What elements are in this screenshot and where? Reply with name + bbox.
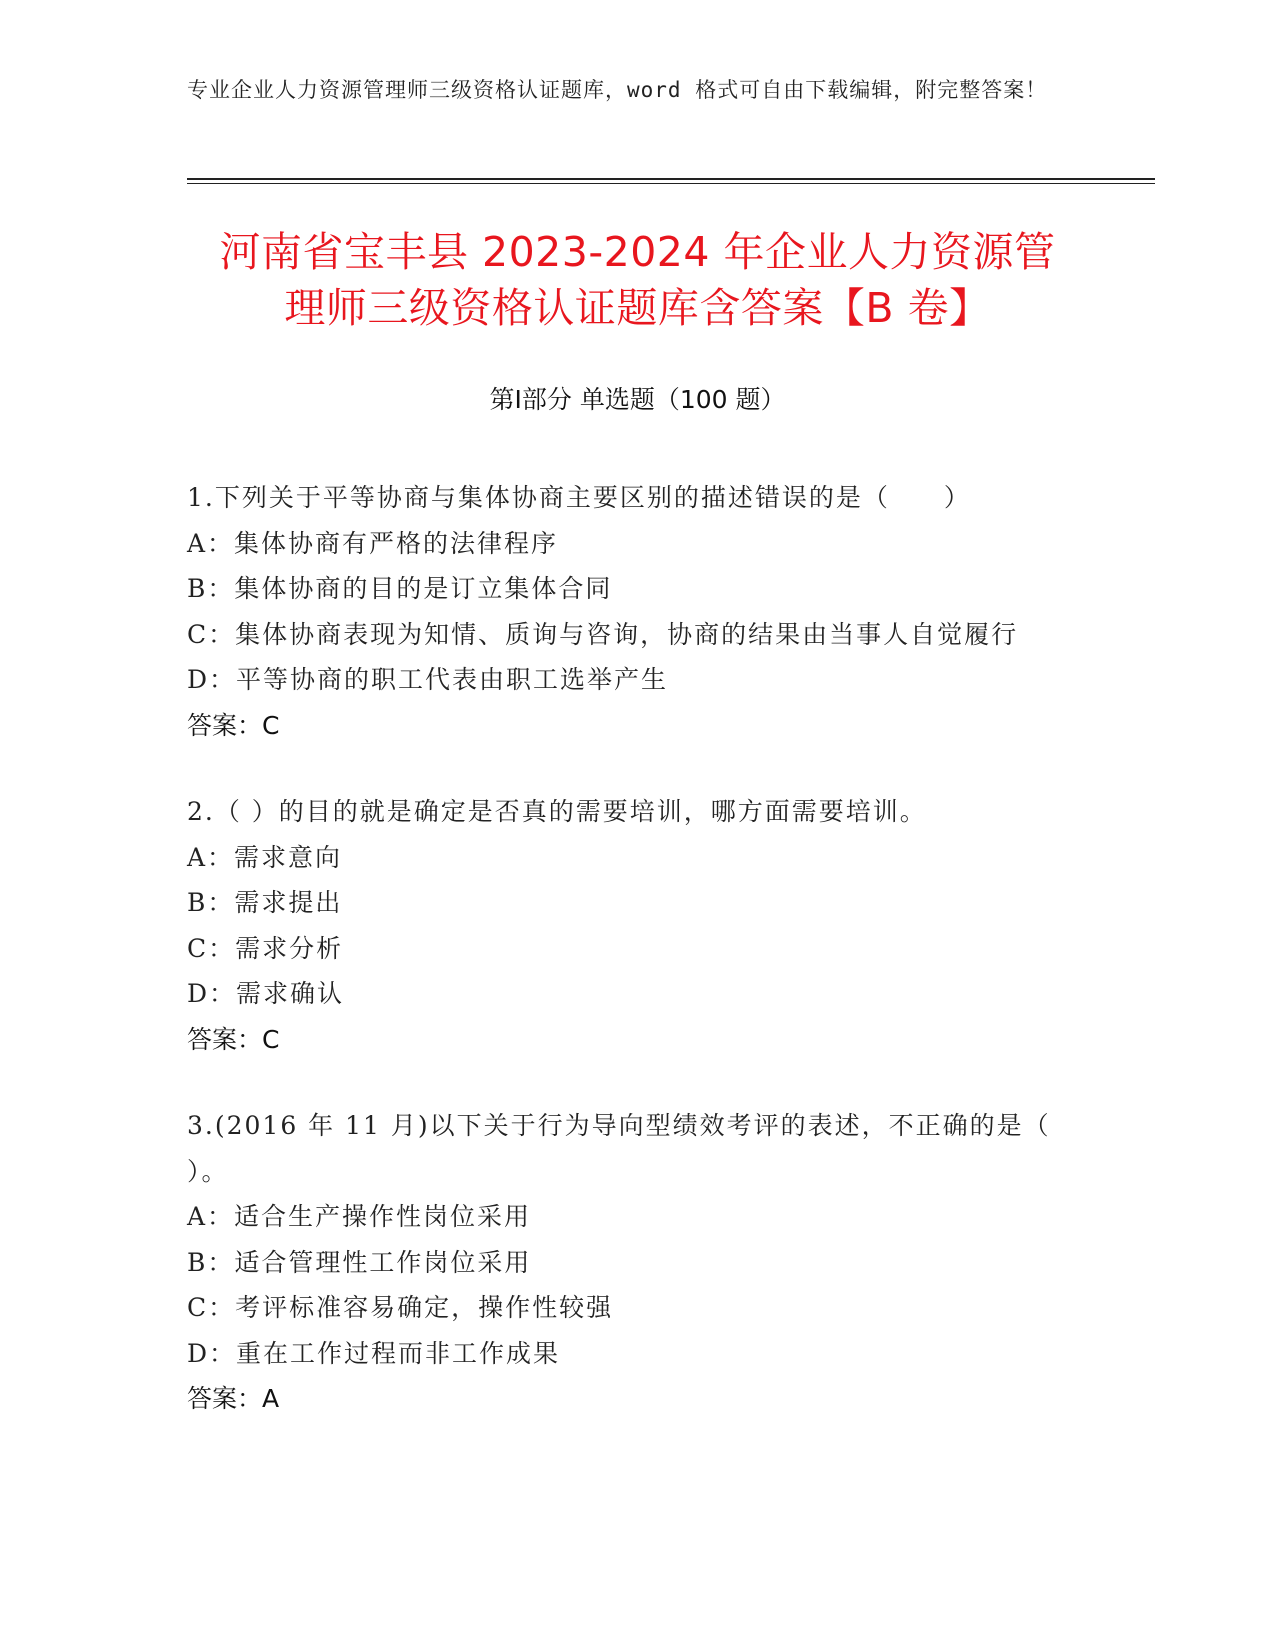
option-c: C：需求分析 <box>187 933 344 963</box>
option-c: C：集体协商表现为知情、质询与咨询，协商的结果由当事人自觉履行 <box>187 619 1019 649</box>
option-a: A：适合生产操作性岗位采用 <box>187 1202 532 1231</box>
question-stem: 3.(2016 年 11 月)以下关于行为导向型绩效考评的表述，不正确的是（ ）。 <box>187 1111 1061 1186</box>
document-title-line-2: 理师三级资格认证题库含答案【B 卷】 <box>284 284 991 332</box>
question-stem: 1.下列关于平等协商与集体协商主要区别的描述错误的是（ ） <box>187 483 971 512</box>
header-divider-thick <box>187 178 1155 180</box>
document-title-line-1: 河南省宝丰县 2023-2024 年企业人力资源管 <box>219 228 1056 276</box>
answer: 答案：C <box>187 1024 280 1054</box>
question-2 <box>187 789 1087 1062</box>
question-list <box>187 475 1087 1463</box>
question-1 <box>187 475 1087 748</box>
question-3 <box>187 1103 1087 1422</box>
answer: 答案：C <box>187 710 280 740</box>
question-stem: 2.（ ）的目的就是确定是否真的需要培训，哪方面需要培训。 <box>187 797 927 826</box>
header-note: 专业企业人力资源管理师三级资格认证题库，word 格式可自由下载编辑，附完整答案！ <box>187 78 1048 102</box>
document-title <box>150 224 1125 336</box>
option-a: A：集体协商有严格的法律程序 <box>187 528 559 558</box>
option-a: A：需求意向 <box>187 842 343 872</box>
header-divider-thin <box>187 183 1155 184</box>
section-title: 第Ⅰ部分 单选题（100 题） <box>489 385 786 414</box>
option-d: D：重在工作过程而非工作成果 <box>187 1338 561 1368</box>
option-d: D：需求确认 <box>187 979 345 1008</box>
answer: 答案：A <box>187 1384 280 1413</box>
option-b: B：需求提出 <box>187 888 343 917</box>
option-d: D：平等协商的职工代表由职工选举产生 <box>187 665 669 694</box>
option-c: C：考评标准容易确定，操作性较强 <box>187 1293 614 1322</box>
option-b: B：适合管理性工作岗位采用 <box>187 1247 532 1277</box>
option-b: B：集体协商的目的是订立集体合同 <box>187 574 613 603</box>
